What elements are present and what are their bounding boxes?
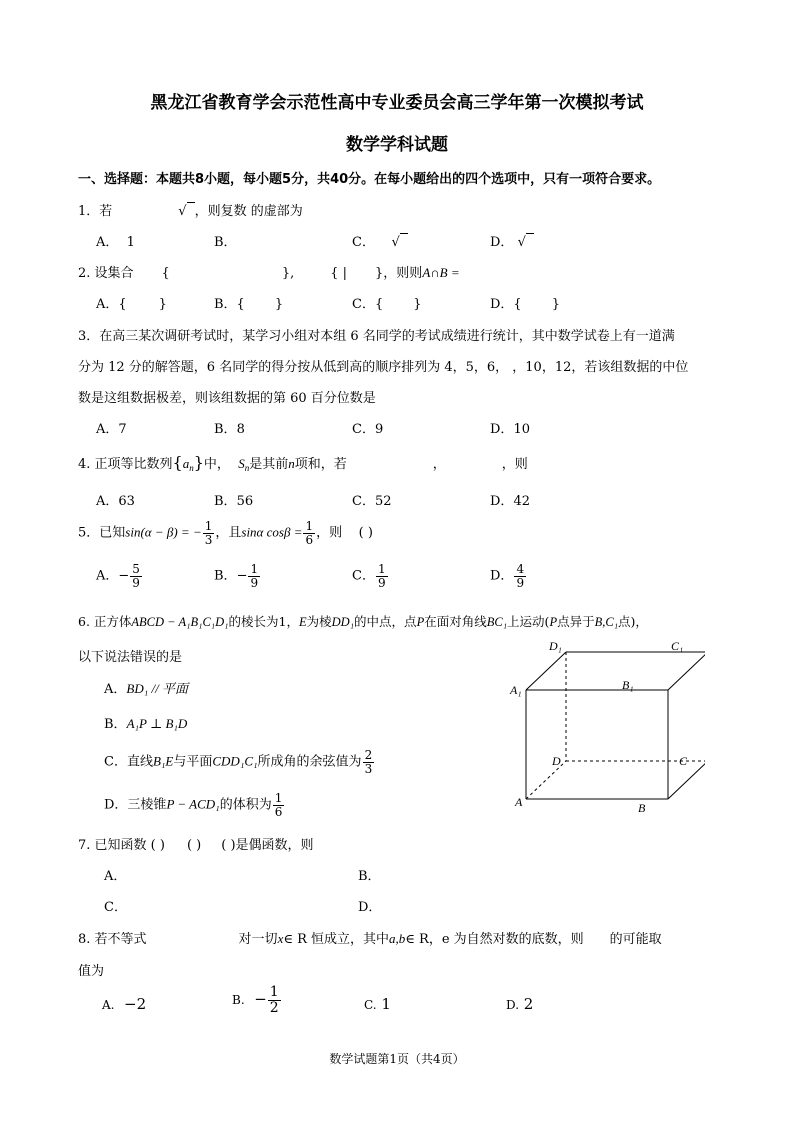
q2-option-a[interactable]: [96, 293, 167, 312]
q7-text: 7. 已知函数 ( ): [78, 838, 165, 853]
question-4-stem: 4. 正项等比数列$\{a_n\}$中， $S_n$是其前n项和，若 ， ，则: [78, 453, 528, 473]
option-label: B．: [214, 568, 237, 584]
q6-text: 点)，: [618, 614, 648, 629]
q2-number: 2. 设集合: [78, 266, 134, 281]
option-value: 7: [118, 422, 127, 437]
q6-text: 的棱长为1，: [228, 614, 299, 629]
right-brace: }: [193, 453, 204, 472]
brace: },: [281, 266, 295, 281]
option-value: 52: [374, 494, 392, 509]
fraction: $\frac{1}{9}$: [377, 562, 386, 590]
sqrt-symbol: √: [517, 235, 526, 250]
q1-option-a[interactable]: [96, 231, 135, 250]
option-value: −2: [124, 995, 147, 1013]
points-bc1: B,C₁: [594, 615, 619, 629]
option-label: B．: [214, 422, 237, 437]
sqrt-symbol: √: [391, 235, 400, 250]
sum-symbol: S: [238, 456, 245, 471]
q1-option-c[interactable]: [352, 231, 408, 250]
q8-text: 对一切: [238, 932, 278, 947]
q6-text: 在面对角线: [424, 614, 487, 629]
option-label: C．: [352, 568, 375, 584]
q2-option-c[interactable]: [352, 293, 422, 312]
q8-line-2: 值为: [78, 964, 105, 979]
q3-line-3: 数是这组数据极差，则该组数据的第 60 百分位数是: [78, 391, 376, 406]
point-e: E: [298, 615, 307, 629]
point-p: P: [416, 615, 425, 629]
label-b1: B₁: [622, 678, 634, 692]
option-label: D．: [490, 422, 514, 437]
option-label: B．: [104, 717, 127, 732]
option-text: 所成角的余弦值为: [257, 754, 362, 770]
label-b: B: [638, 801, 646, 815]
label-c: C: [679, 754, 688, 768]
option-label: B．: [214, 494, 237, 509]
option-label: C．: [352, 235, 375, 250]
plane-cdd1c1: CDD₁C₁: [212, 753, 258, 769]
page-subtitle: 数学学科试题: [346, 135, 448, 155]
option-label: B．: [214, 235, 237, 250]
option-label: B.: [232, 993, 245, 1008]
section-heading: 一、选择题：本题共8小题，每小题5分，共40分。在每小题给出的四个选项中，只有一项符合要求。: [78, 172, 661, 187]
option-label: C．: [352, 422, 375, 437]
q8-option-a[interactable]: [102, 995, 146, 1013]
left-brace: {: [172, 453, 183, 472]
question-5-stem: [78, 520, 373, 546]
fraction: $\frac{5}{9}$: [132, 562, 140, 590]
q7-option-b[interactable]: B．: [358, 869, 381, 884]
q7-option-c[interactable]: C．: [104, 900, 127, 915]
sqrt-bar: [187, 202, 195, 214]
q6-line-1: [78, 612, 648, 630]
page-title: 黑龙江省教育学会示范性高中专业委员会高三学年第一次模拟考试: [150, 93, 644, 113]
option-label: A.: [102, 998, 115, 1012]
brace: {: [161, 266, 170, 281]
q5-option-d[interactable]: [490, 563, 527, 589]
q3-line-2: 分为 12 分的解答题，6 名同学的得分按从低到高的顺序排列为 4，5，6， ，10，12，若该组数据的中位: [78, 360, 689, 375]
option-value: 42: [513, 494, 530, 509]
q4-text: 项和，若: [294, 457, 347, 472]
option-label: C．直线: [104, 754, 153, 770]
q4-option-a[interactable]: [96, 490, 135, 509]
option-value: A₁P ⊥ B₁D: [126, 716, 188, 731]
diag-bc1: BC₁: [486, 615, 508, 629]
option-text: 与平面: [173, 754, 213, 770]
q3-option-d[interactable]: [490, 418, 530, 437]
fraction: $\frac{4}{9}$: [516, 562, 525, 590]
brace: }: [158, 297, 167, 312]
pyramid-name: P − ACD₁: [166, 796, 220, 812]
question-8-stem: [78, 928, 662, 947]
q4-text: 是其前: [249, 457, 289, 472]
q5-option-a[interactable]: [96, 563, 143, 589]
q6-line-2: 以下说法错误的是: [78, 650, 183, 665]
brace: { |: [330, 266, 348, 281]
answer-blank: ( ): [358, 525, 373, 541]
question-7-stem: [78, 834, 314, 853]
option-label: D．: [490, 568, 514, 584]
q8-option-d[interactable]: [506, 995, 533, 1013]
q5-option-b[interactable]: [214, 563, 261, 589]
option-label: A．: [96, 494, 119, 509]
option-label: A．{: [96, 297, 127, 312]
q3-option-b[interactable]: [214, 418, 245, 437]
edge-dd1: DD₁: [331, 615, 355, 629]
question-2-stem: [78, 262, 460, 281]
option-value: 2: [523, 995, 534, 1013]
fraction: $\frac{1}{9}$: [250, 562, 259, 590]
q2-tail: }，则则: [375, 266, 423, 281]
fraction: $\frac{1}{3}$: [204, 519, 213, 547]
q5-expression: sin(α − β) = −: [125, 524, 202, 540]
sqrt-bar: [400, 233, 408, 245]
q1-option-b[interactable]: [214, 231, 237, 250]
edge-a1d1: [526, 652, 566, 690]
option-value: 8: [236, 422, 245, 437]
sign: −: [118, 568, 130, 584]
option-value: 10: [513, 422, 530, 437]
q2-option-b[interactable]: [214, 293, 283, 312]
q6-text: 的中点，点: [354, 614, 417, 629]
option-label: A．: [96, 568, 119, 584]
fraction: $\frac{1}{6}$: [305, 519, 314, 547]
q5-option-c[interactable]: [352, 563, 389, 589]
q6-option-c[interactable]: [104, 749, 375, 775]
option-label: D．三棱锥: [104, 797, 167, 813]
q3-line-1: 3．在高三某次调研考试时，某学习小组对本组 6 名同学的考试成绩进行统计，其中数学试卷上有一道满: [78, 329, 675, 344]
label-d: D: [552, 754, 561, 768]
option-text: 的体积为: [219, 797, 272, 813]
q7-text: ( ): [186, 838, 202, 853]
option-label: B．{: [214, 297, 245, 312]
q8-option-c[interactable]: [364, 995, 391, 1013]
sqrt-bar: [526, 233, 534, 245]
point-p: P: [549, 615, 558, 629]
line-b1e: B₁E: [152, 753, 174, 769]
cube-name: ABCD − A₁B₁C₁D₁: [131, 615, 229, 629]
q8-text: 8. 若不等式: [78, 932, 147, 947]
question-1-stem: [78, 200, 303, 219]
q3-option-c[interactable]: [352, 418, 383, 437]
option-label: D．{: [490, 297, 522, 312]
q8-text: ∈ R，e 为自然对数的底数，则: [405, 932, 584, 947]
label-a: A: [515, 795, 523, 809]
fraction: $\frac{1}{2}$: [269, 984, 279, 1016]
option-value: 9: [374, 422, 384, 437]
option-label: C．: [352, 494, 375, 509]
q4-text: ，: [432, 457, 446, 472]
option-value: 56: [236, 494, 254, 509]
option-value: 1: [381, 995, 391, 1013]
q8-text: ∈ R 恒成立，其中: [283, 932, 390, 947]
q6-option-a[interactable]: [104, 678, 188, 697]
edge-b1c1: [668, 652, 705, 690]
page-footer: 数学试题第1页（共4页）: [329, 1052, 465, 1066]
var-ab: a,b: [389, 931, 406, 946]
q5-text: ，则: [316, 525, 343, 541]
option-label: A．: [96, 235, 119, 250]
seq-symbol: a: [182, 456, 190, 471]
option-label: A．: [104, 682, 127, 697]
q7-option-d[interactable]: D．: [358, 900, 382, 915]
brace: }: [551, 297, 560, 312]
q6-text: 6. 正方体: [78, 614, 132, 629]
option-label: A．: [96, 422, 119, 437]
q4-text: ，则: [501, 457, 528, 472]
fraction: $\frac{1}{6}$: [274, 791, 283, 819]
q8-option-b[interactable]: [232, 985, 282, 1015]
option-label: D.: [506, 998, 520, 1012]
var-x: x: [277, 931, 284, 946]
q6-text: 点异于: [557, 614, 595, 629]
q6-text: 为棱: [306, 614, 332, 629]
q1-option-d[interactable]: [490, 231, 534, 250]
sign: −: [254, 990, 267, 1009]
q7-text: ( )是偶函数，则: [221, 838, 314, 853]
label-c1: C₁: [671, 639, 684, 653]
sqrt-symbol: √: [178, 204, 187, 219]
fraction: $\frac{2}{3}$: [364, 748, 373, 776]
option-value: 63: [118, 494, 135, 509]
q5-text: ，且: [215, 525, 242, 541]
q8-text: 的可能取: [609, 932, 662, 947]
q3-option-a[interactable]: [96, 418, 127, 437]
brace: }: [274, 297, 284, 312]
q4-option-b[interactable]: [214, 490, 253, 509]
n-symbol: n: [288, 456, 295, 471]
q5-expression: sinα cosβ =: [241, 524, 303, 540]
q1-number: 1．若: [78, 204, 113, 219]
option-label: D．: [490, 494, 514, 509]
q7-option-a[interactable]: A．: [104, 869, 127, 884]
q6-option-d[interactable]: [104, 792, 285, 818]
q6-option-b[interactable]: [104, 713, 187, 732]
label-a1: A₁: [510, 683, 522, 697]
option-value: BD₁ // 平面: [126, 681, 188, 696]
q6-text: 上运动(: [507, 614, 550, 629]
q2-option-d[interactable]: [490, 293, 560, 312]
option-label: D．: [490, 235, 514, 250]
q5-text: 5．已知: [78, 525, 126, 541]
q4-text: 中，: [203, 457, 230, 472]
q4-option-d[interactable]: [490, 490, 530, 509]
label-d1: D₁: [549, 639, 562, 653]
brace: }: [413, 297, 422, 312]
q1-tail: ，则复数 的虚部为: [194, 204, 303, 219]
cube-figure: [505, 632, 705, 822]
option-label: C.: [364, 998, 377, 1012]
q2-expression: A∩B =: [422, 265, 460, 280]
q4-option-c[interactable]: [352, 490, 392, 509]
sign: −: [236, 568, 248, 584]
q4-text: 4. 正项等比数列: [78, 457, 173, 472]
option-label: C．{: [352, 297, 384, 312]
option-value: 1: [126, 235, 135, 250]
